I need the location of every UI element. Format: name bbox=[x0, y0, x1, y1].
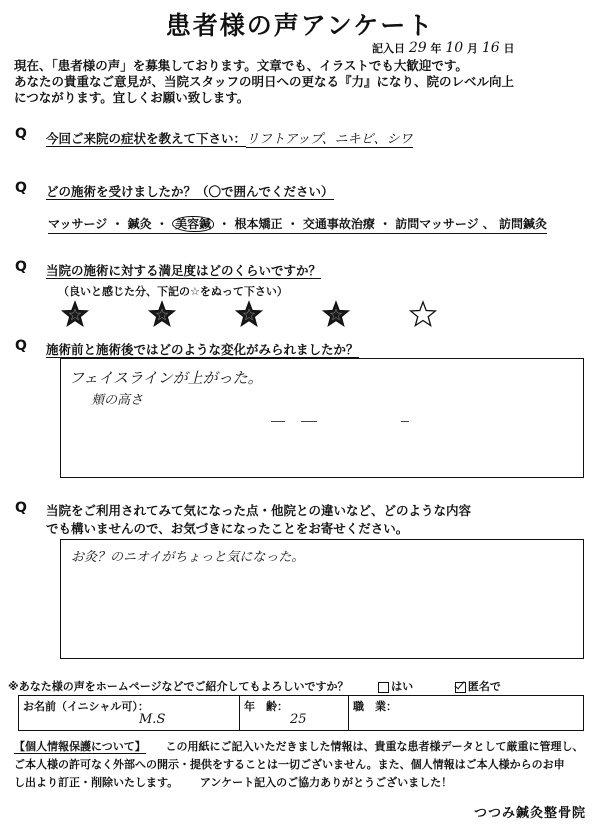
privacy-line3 bbox=[14, 774, 588, 792]
q2-text: どの施術を受けましたか？（〇で囲んでください） bbox=[46, 184, 334, 199]
option-anonymous-label: 匿名で bbox=[467, 680, 501, 693]
intro-line: 現在、「患者様の声」を募集しております。文章でも、イラストでも大歓迎です。 bbox=[14, 58, 468, 73]
star-filled-icon[interactable] bbox=[60, 300, 90, 330]
option-massage[interactable]: マッサージ bbox=[48, 217, 108, 231]
q1-marker: Q bbox=[15, 126, 27, 142]
option-accident-treatment[interactable]: 交通事故治療 bbox=[302, 217, 375, 231]
name-cell[interactable] bbox=[19, 696, 240, 731]
treatment-options bbox=[48, 215, 547, 234]
option-separator: ・ bbox=[286, 217, 299, 231]
scan-mark bbox=[271, 421, 285, 422]
option-separator: ・ bbox=[218, 217, 231, 231]
option-visit-acupuncture[interactable]: 訪問鍼灸 bbox=[498, 217, 547, 231]
star-empty-icon[interactable] bbox=[408, 300, 438, 330]
clinic-name: つつみ鍼灸整骨院 bbox=[473, 806, 586, 821]
option-yes-label: はい bbox=[391, 680, 414, 693]
q1-text: 今回ご来院の症状を教えて下さい： bbox=[46, 131, 247, 146]
q3-text: 当院の施術に対する満足度はどのくらいですか？ bbox=[46, 263, 322, 278]
date-prefix: 記入日 bbox=[372, 42, 405, 55]
q1-answer[interactable]: リフトアップ、ニキビ、シワ bbox=[246, 132, 413, 147]
privacy-text-1: この用紙にご記入いただきました情報は、貴重な患者様データとして厳重に管理し、 bbox=[165, 740, 584, 753]
date-day[interactable]: 16 bbox=[481, 40, 500, 56]
star-filled-icon[interactable] bbox=[147, 300, 177, 330]
q4-question bbox=[46, 340, 359, 358]
age-value: 25 bbox=[290, 712, 307, 727]
q1-question bbox=[46, 128, 413, 147]
date-day-unit: 日 bbox=[503, 42, 515, 55]
q4-answer-line1: フェイスラインが上がった。 bbox=[69, 369, 263, 387]
star-filled-icon[interactable] bbox=[321, 300, 351, 330]
intro-line: あなたの貴重なご意見が、当院スタッフの明日への更なる『力』になり、院のレベル向上 bbox=[14, 74, 515, 89]
privacy-text-3: し出より訂正・削除いたします。 bbox=[14, 776, 179, 789]
thanks-message: アンケート記入のご協力ありがとうございました！ bbox=[199, 776, 453, 789]
intro-line: につながります。宜しくお願い致します。 bbox=[14, 90, 250, 105]
age-label: 年 齢： bbox=[244, 700, 288, 713]
option-acupuncture[interactable]: 鍼灸 bbox=[127, 217, 152, 231]
q5-marker: Q bbox=[15, 500, 27, 516]
age-cell[interactable] bbox=[240, 696, 349, 731]
date-month[interactable]: 10 bbox=[445, 40, 464, 56]
respondent-info-table bbox=[18, 695, 584, 731]
date-month-unit: 月 bbox=[467, 42, 479, 55]
page-title: 患者様の声アンケート bbox=[165, 11, 435, 40]
option-separator: ・ bbox=[155, 217, 168, 231]
q4-answer-line2: 頬の高さ bbox=[91, 393, 144, 408]
q5-question bbox=[46, 502, 471, 538]
entry-date bbox=[372, 40, 515, 56]
intro-text bbox=[14, 58, 584, 106]
privacy-line2: ご本人様の許可なく外部への開示・提供をすることは一切ございません。また、個人情報はご本人様からのお申 bbox=[14, 758, 565, 771]
date-year[interactable]: 29 bbox=[408, 40, 427, 56]
scan-mark bbox=[401, 421, 409, 422]
q3-marker: Q bbox=[15, 259, 27, 275]
satisfaction-stars bbox=[48, 300, 468, 336]
star-filled-icon[interactable] bbox=[234, 300, 264, 330]
option-separator: ・ bbox=[111, 217, 124, 231]
checkbox-yes[interactable] bbox=[378, 682, 389, 693]
q3-note: （良いと感じた分、下記の☆をぬって下さい） bbox=[58, 285, 288, 298]
q4-marker: Q bbox=[15, 338, 27, 354]
q5-answer: お灸？のニオイがちょっと気になった。 bbox=[71, 550, 305, 565]
q2-question bbox=[46, 182, 334, 200]
q5-text-line1: 当院をご利用されてみて気になった点・他院との違いなど、どのような内容 bbox=[46, 503, 472, 518]
name-label: お名前（イニシャル可）： bbox=[23, 700, 149, 713]
q4-text: 施術前と施術後ではどのような変化がみられましたか？ bbox=[46, 342, 359, 357]
q3-question bbox=[46, 261, 321, 279]
date-year-unit: 年 bbox=[430, 42, 442, 55]
option-separator: ・ bbox=[379, 217, 392, 231]
job-cell[interactable] bbox=[349, 696, 584, 731]
option-separator: 、 bbox=[482, 217, 495, 231]
option-beauty-acupuncture-selected[interactable]: 美容鍼 bbox=[172, 216, 214, 232]
publish-permission bbox=[8, 678, 501, 694]
privacy-line1 bbox=[14, 738, 588, 756]
q2-marker: Q bbox=[15, 180, 27, 196]
checkbox-anonymous-checked[interactable] bbox=[455, 682, 466, 693]
privacy-heading: 【個人情報保護について】 bbox=[14, 740, 146, 753]
q5-answer-box[interactable] bbox=[60, 539, 584, 659]
publish-question: ※あなた様の声をホームページなどでご紹介してもよろしいですか？ bbox=[8, 680, 349, 693]
q5-text-line2: でも構いませんので、お気づきになったことをお寄せください。 bbox=[46, 521, 409, 536]
option-root-correction[interactable]: 根本矯正 bbox=[234, 217, 283, 231]
scan-mark bbox=[301, 421, 317, 422]
name-value: M.S bbox=[139, 712, 166, 727]
q4-answer-box[interactable] bbox=[60, 358, 584, 478]
job-label: 職 業： bbox=[353, 700, 397, 713]
option-visit-massage[interactable]: 訪問マッサージ bbox=[395, 217, 479, 231]
privacy-notice bbox=[14, 738, 588, 792]
